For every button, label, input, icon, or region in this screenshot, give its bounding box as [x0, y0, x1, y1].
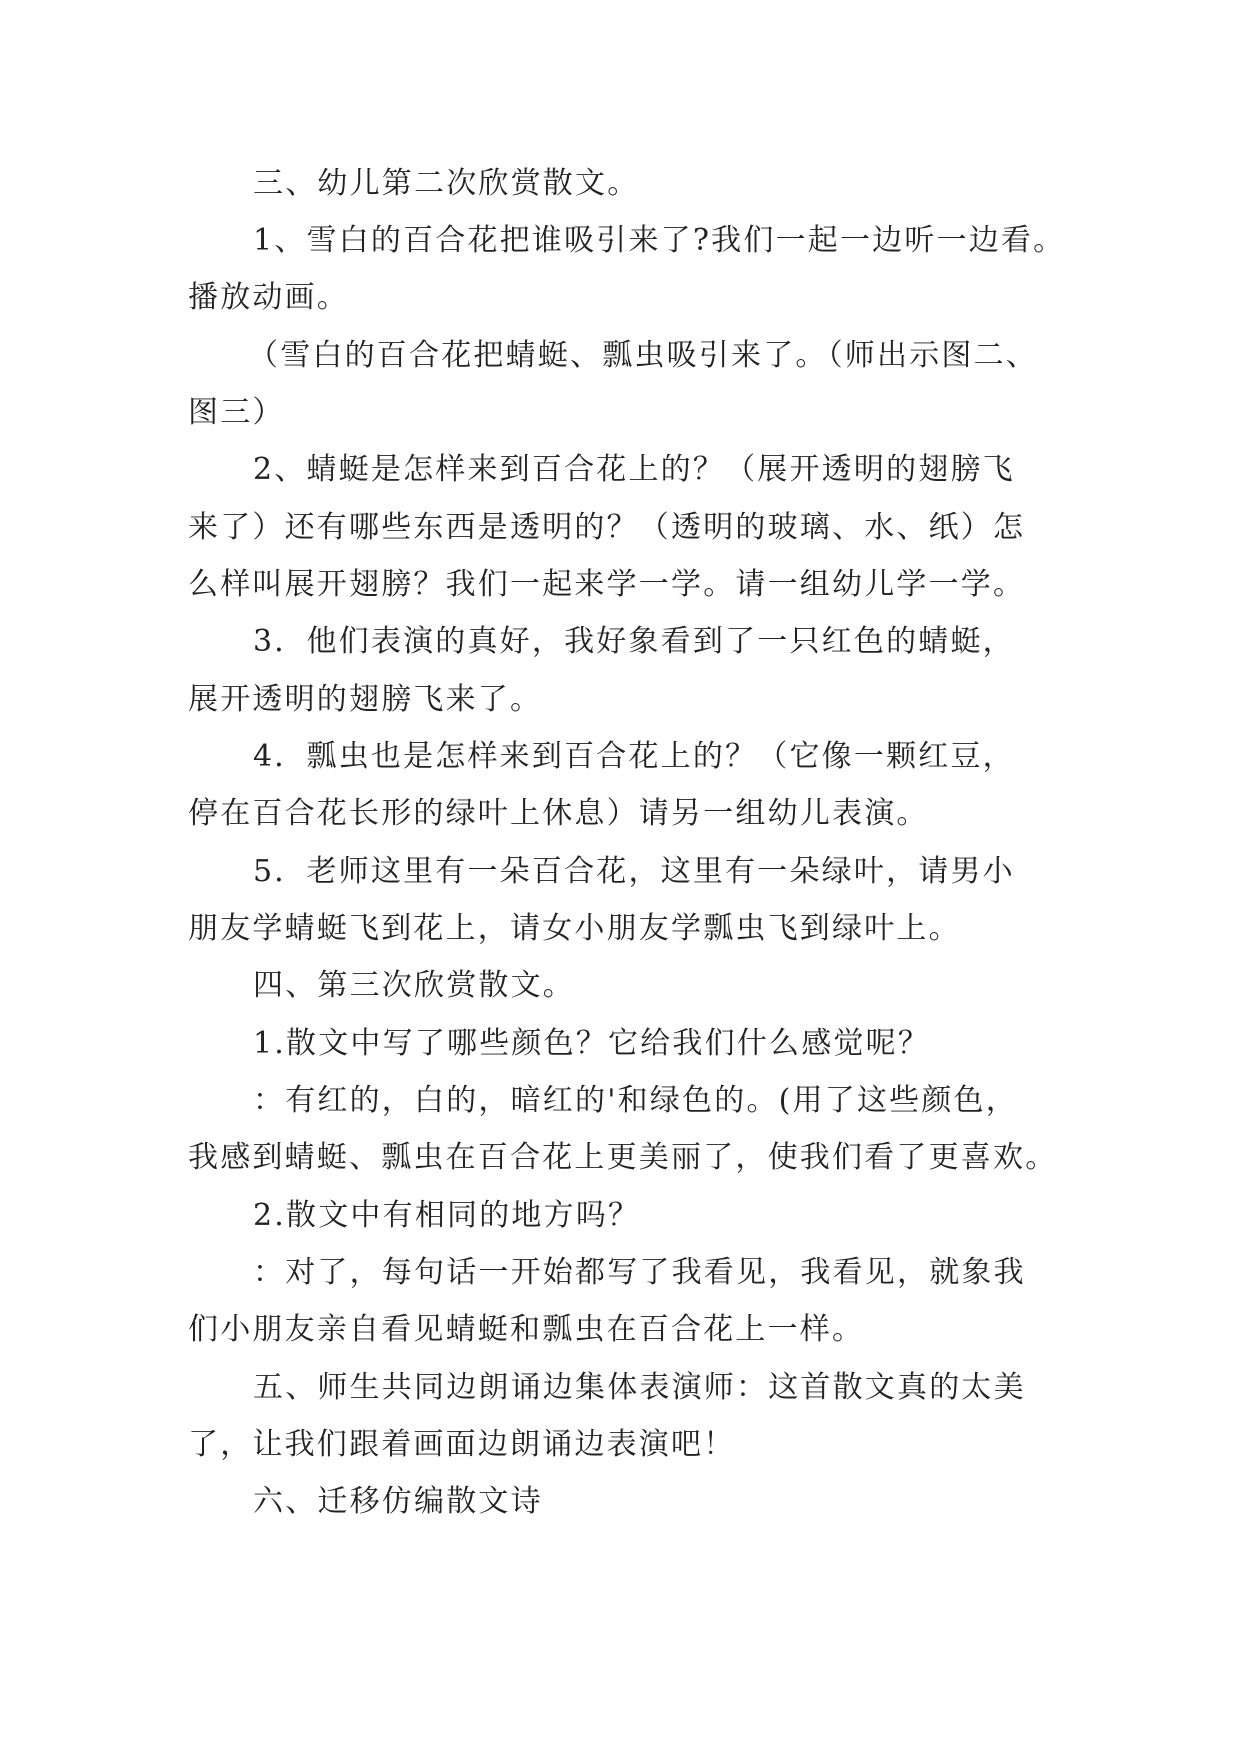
paragraph-line: 1.散文中写了哪些颜色？它给我们什么感觉呢？	[253, 1026, 931, 1061]
paragraph-line: 展开透明的翅膀飞来了。	[188, 682, 543, 717]
paragraph-line: 4．瓢虫也是怎样来到百合花上的？（它像一颗红豆，	[253, 739, 1015, 774]
paragraph-line: 我感到蜻蜓、瓢虫在百合花上更美丽了，使我们看了更喜欢。	[188, 1140, 1058, 1175]
paragraph-line: 3．他们表演的真好，我好象看到了一只红色的蜻蜓，	[253, 624, 1015, 659]
heading-section-3: 三、幼儿第二次欣赏散文。	[253, 166, 640, 201]
paragraph-line: 播放动画。	[188, 280, 349, 315]
paragraph-line: （雪白的百合花把蜻蜓、瓢虫吸引来了。（师出示图二、	[248, 338, 1038, 373]
heading-section-4: 四、第三次欣赏散文。	[253, 968, 575, 1003]
paragraph-line: 朋友学蜻蜓飞到花上，请女小朋友学瓢虫飞到绿叶上。	[188, 911, 961, 946]
heading-section-6: 六、迁移仿编散文诗	[253, 1484, 543, 1519]
paragraph-line: 5．老师这里有一朵百合花，这里有一朵绿叶，请男小	[253, 854, 1015, 889]
paragraph-line: 图三）	[188, 395, 285, 430]
paragraph-line: 们小朋友亲自看见蜻蜓和瓢虫在百合花上一样。	[188, 1312, 865, 1347]
paragraph-line: 了，让我们跟着画面边朗诵边表演吧！	[188, 1427, 736, 1462]
paragraph-line: ：对了，每句话一开始都写了我看见，我看见，就象我	[253, 1255, 1026, 1290]
paragraph-line: ：有红的，白的，暗红的'和绿色的。(用了这些颜色，	[253, 1083, 1018, 1118]
paragraph-line: 么样叫展开翅膀？我们一起来学一学。请一组幼儿学一学。	[188, 567, 1026, 602]
paragraph-line: 2、蜻蜓是怎样来到百合花上的？（展开透明的翅膀飞	[253, 452, 1015, 487]
paragraph-line: 2.散文中有相同的地方吗？	[253, 1198, 641, 1233]
paragraph-line: 1、雪白的百合花把谁吸引来了?我们一起一边听一边看。	[253, 223, 1066, 258]
paragraph-line: 来了）还有哪些东西是透明的？（透明的玻璃、水、纸）怎	[188, 510, 1026, 545]
heading-section-5: 五、师生共同边朗诵边集体表演师：这首散文真的太美	[253, 1370, 1026, 1405]
paragraph-line: 停在百合花长形的绿叶上休息）请另一组幼儿表演。	[188, 796, 929, 831]
